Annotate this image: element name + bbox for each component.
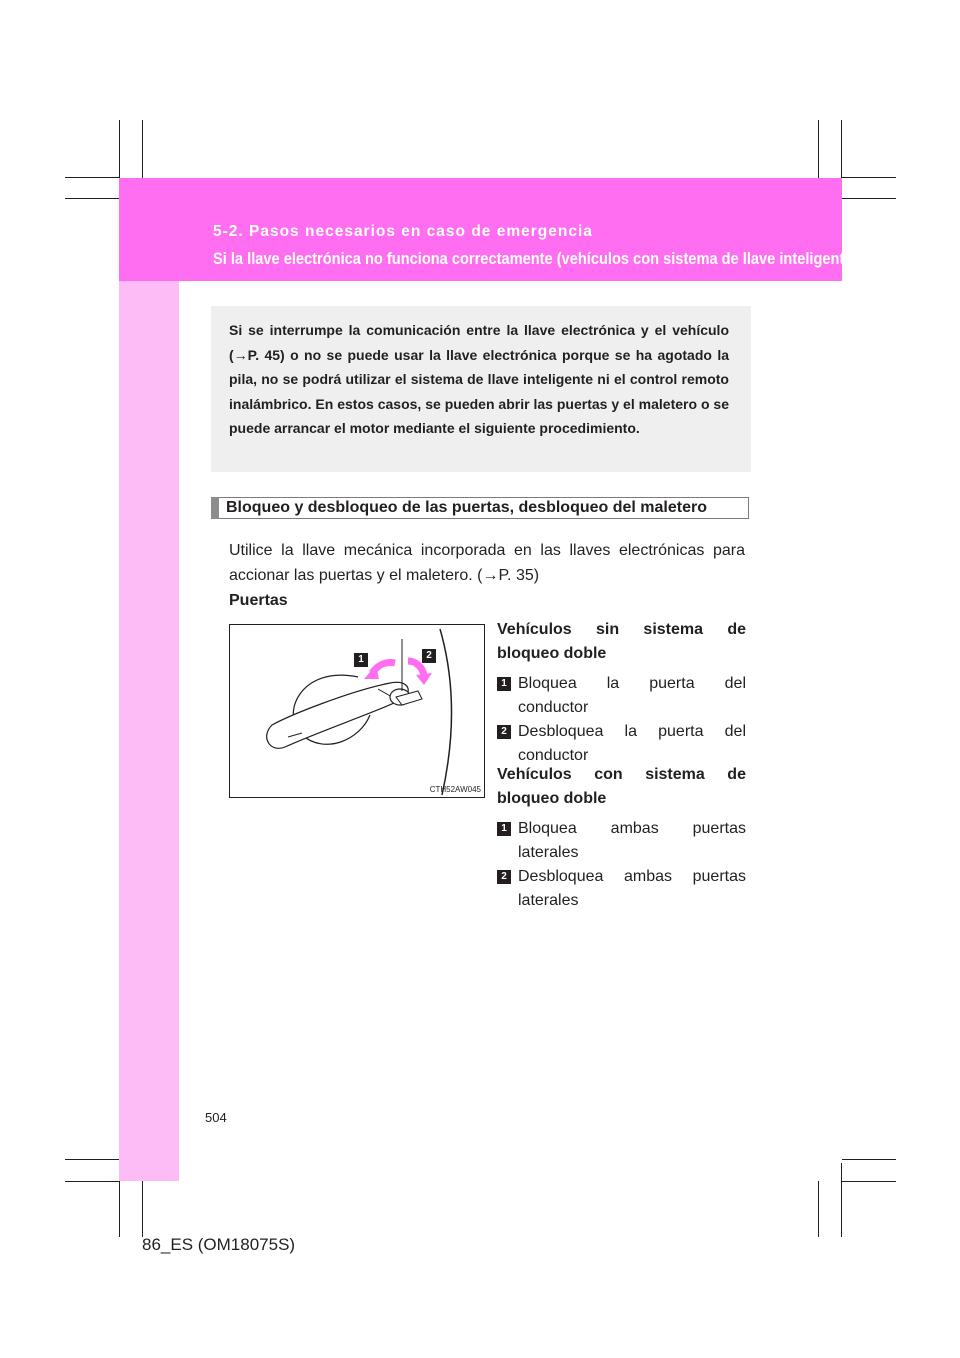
subheading-text: Bloqueo y desbloqueo de las puertas, desbloqueo del maletero xyxy=(226,499,707,516)
subheading-marker xyxy=(211,497,219,519)
item-number: 2 xyxy=(497,870,511,884)
item-text-line: Desbloquea la puerta del xyxy=(518,723,746,740)
item-text-line: laterales xyxy=(518,844,579,861)
group-heading xyxy=(497,618,746,666)
crop-mark xyxy=(119,1181,120,1237)
group-with-double-lock xyxy=(497,763,746,913)
list-item xyxy=(497,865,746,913)
crop-mark xyxy=(65,1181,119,1182)
list-item xyxy=(497,720,746,768)
heading-word: sistema xyxy=(643,621,704,638)
callout-1: 1 xyxy=(354,653,368,667)
item-text-line: Bloquea ambas puertas xyxy=(518,820,746,837)
crop-mark xyxy=(842,1159,896,1160)
info-text: Si se interrumpe la comunicación entre la llave electrónica y el vehículo (→P. 45) o no se puede usar la llave electrónica porque se ha agotado la pila, no se podrá utilizar el sistema de llave inteligente ni el control remoto inalámbrico. En estos casos, se pueden abrir las puertas y el maletero o se puede arrancar el motor mediante el siguiente procedimiento. xyxy=(229,322,729,436)
crop-mark xyxy=(842,177,896,178)
crop-mark xyxy=(842,1181,896,1182)
body-paragraph: Utilice la llave mecánica incorporada en las llaves electrónicas para accionar las puertas y el maletero. (→P. 35) xyxy=(229,542,745,584)
group-heading-line: bloqueo doble xyxy=(497,790,607,807)
crop-mark xyxy=(841,120,842,178)
list-item xyxy=(497,672,746,720)
heading-word: sistema xyxy=(645,766,705,783)
document-code: 86_ES (OM18075S) xyxy=(142,1235,296,1254)
subheading-bar xyxy=(211,497,749,519)
group-without-double-lock xyxy=(497,618,746,768)
page-number: 504 xyxy=(205,1110,227,1125)
group-heading-line xyxy=(497,618,746,642)
section-title: 5-2. Pasos necesarios en caso de emergencia xyxy=(213,223,593,240)
puertas-label: Puertas xyxy=(229,592,288,609)
crop-mark xyxy=(818,1181,819,1237)
crop-mark xyxy=(65,1159,119,1160)
heading-word: de xyxy=(727,621,746,638)
item-number: 1 xyxy=(497,822,511,836)
figure-code: CTH52AW045 xyxy=(429,785,481,794)
page-title: Si la llave electrónica no funciona correctamente (vehículos con sistema de llave inteligente) xyxy=(213,249,858,268)
crop-mark xyxy=(119,120,120,178)
callout-2: 2 xyxy=(422,649,436,663)
group-heading xyxy=(497,763,746,811)
item-text-line: Desbloquea ambas puertas xyxy=(518,868,746,885)
crop-mark xyxy=(65,198,119,199)
item-text-line: Bloquea la puerta del xyxy=(518,675,746,692)
group-heading-line xyxy=(497,763,746,787)
list-item xyxy=(497,817,746,865)
info-box xyxy=(211,306,751,472)
heading-word: Vehículos xyxy=(497,766,572,783)
heading-word: con xyxy=(594,766,623,783)
crop-mark xyxy=(842,198,896,199)
door-handle-drawing xyxy=(230,625,484,797)
heading-word: Vehículos xyxy=(497,621,572,638)
heading-word: sin xyxy=(596,621,620,638)
side-tab-bar xyxy=(119,281,179,1181)
item-text-line: laterales xyxy=(518,892,579,909)
crop-mark xyxy=(65,177,119,178)
item-text-line: conductor xyxy=(518,699,589,716)
heading-word: de xyxy=(727,766,746,783)
group-heading-line: bloqueo doble xyxy=(497,645,607,662)
item-number: 2 xyxy=(497,725,511,739)
item-number: 1 xyxy=(497,677,511,691)
door-handle-illustration xyxy=(229,624,485,798)
item-text-line: conductor xyxy=(518,747,589,764)
crop-mark xyxy=(841,1163,842,1237)
